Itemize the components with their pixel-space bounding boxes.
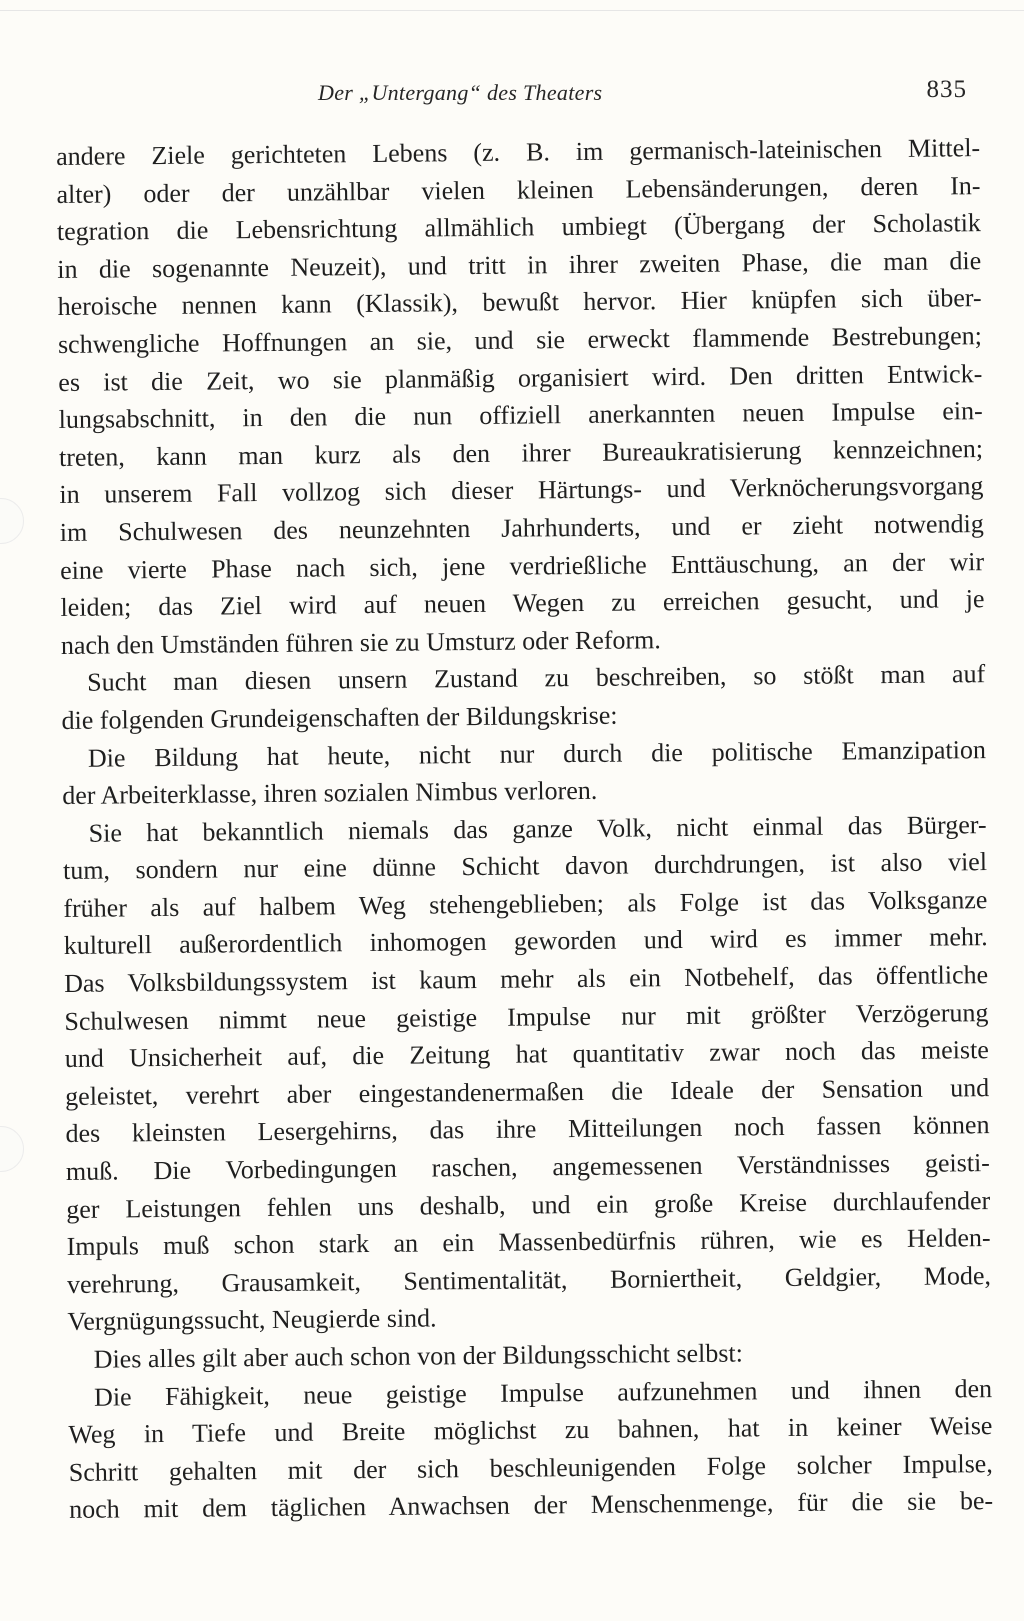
text-line: in die sogenannte Neuzeit), und tritt in ihrer zweiten Phase, die man die [57,245,982,284]
text-line: eine vierte Phase nach sich, jene verdrießliche Enttäuschung, an der wir [60,546,985,585]
text-line: muß. Die Vorbedingungen raschen, angemessenen Verständnisses geisti- [65,1148,991,1186]
text-line: im Schulwesen des neunzehnten Jahrhunderts, und er zieht notwendig [59,509,984,547]
text-line: Dies alles gilt aber auch schon von der Bildungsschicht selbst: [93,1338,743,1374]
page-number: 835 [926,76,967,103]
scan-top-edge [0,10,1024,11]
text-line: und Unsicherheit auf, die Zeitung hat quantitativ zwar noch das meiste [64,1035,989,1074]
running-title: Der „Untergang“ des Theaters [318,80,603,105]
text-line: in unserem Fall vollzog sich dieser Härtungs- und Verknöcherungsvorgang [59,471,984,510]
punch-hole-upper [0,498,24,544]
text-line: Das Volksbildungssystem ist kaum mehr als ein Notbehelf, das öffentliche [63,960,989,999]
text-line: Weg in Tiefe und Breite möglichst zu bahnen, hat in keiner Weise [68,1411,993,1450]
text-line: leiden; das Ziel wird auf neuen Wegen zu erreichen gesucht, und je [60,584,985,623]
text-line: des kleinsten Lesergehirns, das ihre Mitteilungen noch fassen können [65,1110,990,1149]
text-line: andere Ziele gerichteten Lebens (z. B. im germanisch-lateinischen Mittel- [56,133,981,171]
page-header [318,76,973,116]
text-line: Vergnügungssucht, Neugierde sind. [67,1303,437,1337]
text-line: heroische nennen kann (Klassik), bewußt hervor. Hier knüpfen sich über- [57,283,982,322]
text-line: Sucht man diesen unsern Zustand zu beschreiben, so stößt man auf [87,659,986,698]
text-line: Die Fähigkeit, neue geistige Impulse aufzunehmen und ihnen den [93,1373,993,1412]
text-line: nach den Umständen führen sie zu Umsturz oder Reform. [60,624,661,660]
text-line: treten, kann man kurz als den ihrer Bureaukratisierung kennzeichnen; [58,433,984,472]
text-line: Impuls muß schon stark an ein Massenbedürfnis rühren, wie es Helden- [66,1223,991,1262]
text-line: schwengliche Hoffnungen an sie, und sie erweckt flammende Bestrebungen; [57,321,983,359]
text-line: geleistet, verehrt aber eingestandenermaßen die Ideale der Sensation und [65,1072,990,1111]
text-line: Schulwesen nimmt neue geistige Impulse nur mit größter Verzögerung [64,997,989,1036]
punch-hole-lower [0,1126,24,1172]
text-line: ger Leistungen fehlen uns deshalb, und ein große Kreise durchlaufender [66,1185,991,1224]
text-line: lungsabschnitt, in den die nun offiziell anerkannten neuen Impulse ein- [58,396,983,435]
text-line: noch mit dem täglichen Anwachsen der Menschenmenge, für die sie be- [69,1486,994,1525]
text-line: tegration die Lebensrichtung allmählich umbiegt (Übergang der Scholastik [56,208,981,247]
text-line: Schritt gehalten mit der sich beschleunigenden Folge solcher Impulse, [68,1448,993,1487]
text-line: verehrung, Grausamkeit, Sentimentalität, Borniertheit, Geldgier, Mode, [66,1260,992,1299]
text-line: der Arbeiterklasse, ihren sozialen Nimbus verloren. [62,775,598,811]
text-line: Sie hat bekanntlich niemals das ganze Volk, nicht einmal das Bürger- [88,809,987,848]
text-line: kulturell außerordentlich inhomogen geworden und wird es immer mehr. [63,922,988,961]
text-line: tum, sondern nur eine dünne Schicht davon durchdrungen, ist also viel [62,847,988,886]
text-line: die folgenden Grundeigenschaften der Bildungskrise: [61,700,618,735]
text-line: es ist die Zeit, wo sie planmäßig organisiert wird. Den dritten Entwick- [58,358,983,397]
body-text [56,129,993,1529]
text-line: Die Bildung hat heute, nicht nur durch die politische Emanzipation [87,734,987,773]
text-line: früher als auf halbem Weg stehengeblieben; als Folge ist das Volksganze [63,884,988,923]
text-line: alter) oder der unzählbar vielen kleinen Lebensänderungen, deren In- [56,170,981,209]
